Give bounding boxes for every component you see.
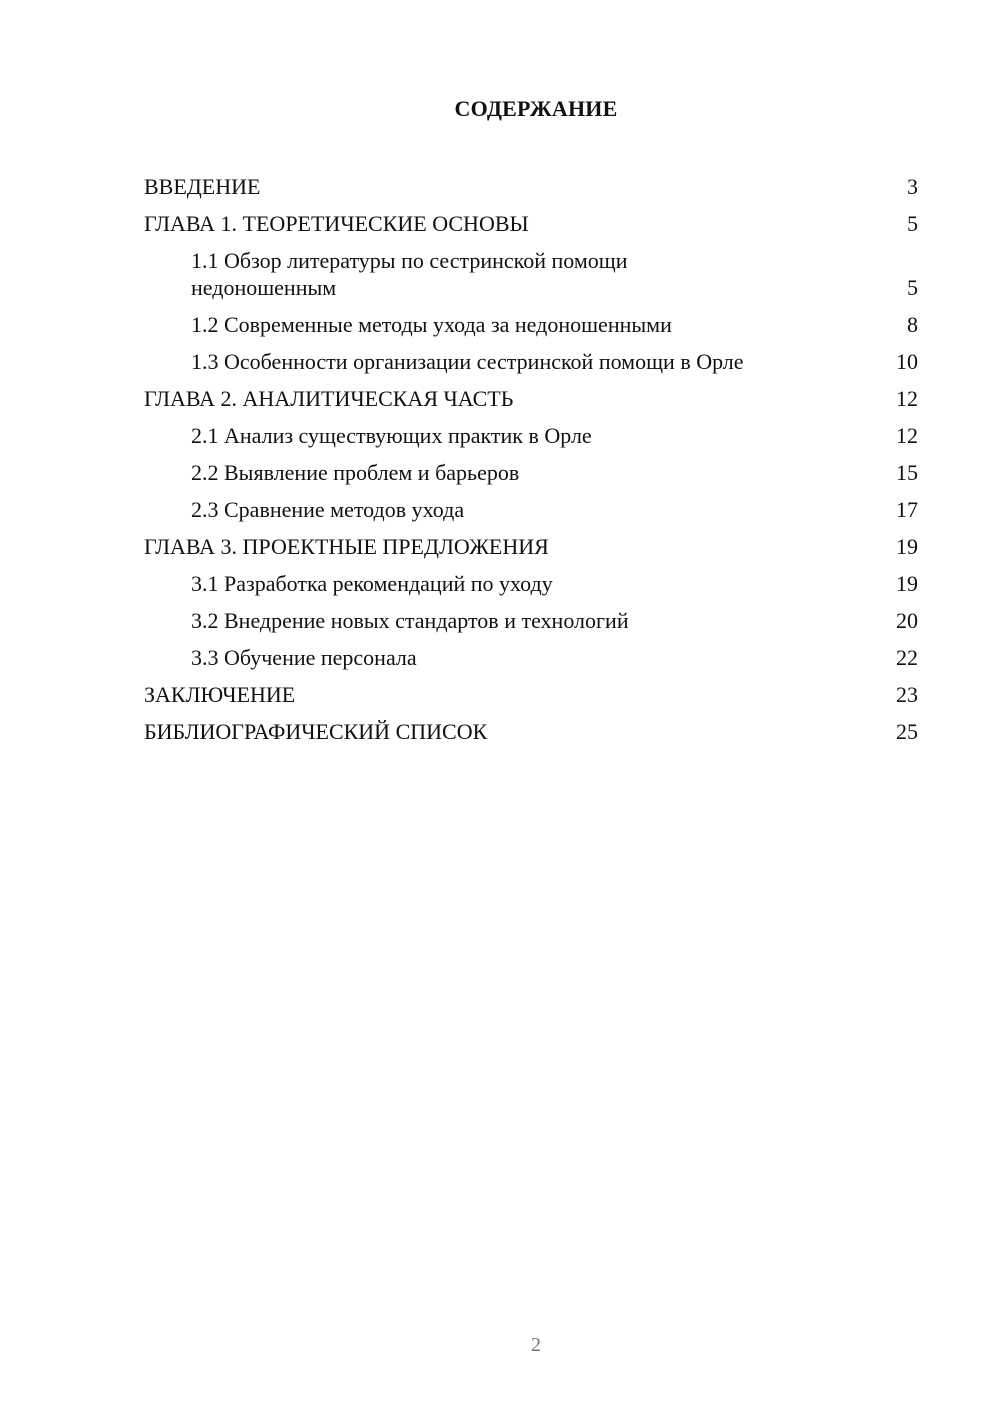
toc-entry-page: 10	[896, 349, 918, 374]
toc-entry-label: 3.2 Внедрение новых стандартов и технологий	[191, 608, 629, 633]
toc-entry-label: 3.1 Разработка рекомендаций по уходу	[191, 571, 553, 596]
toc-entry-label: ВВЕДЕНИЕ	[144, 174, 261, 199]
toc-entry-label: 2.2 Выявление проблем и барьеров	[191, 460, 520, 485]
toc-entry-section-3-2[interactable]	[144, 602, 918, 639]
toc-entry-page: 12	[896, 423, 918, 448]
toc-entry-section-3-3[interactable]	[144, 639, 918, 676]
toc-entry-section-1-1[interactable]	[144, 242, 918, 306]
toc-entry-label: 1.3 Особенности организации сестринской помощи в Орле	[191, 349, 744, 374]
toc-entry-label: ГЛАВА 2. АНАЛИТИЧЕСКАЯ ЧАСТЬ	[144, 386, 514, 411]
toc-entry-label: ГЛАВА 3. ПРОЕКТНЫЕ ПРЕДЛОЖЕНИЯ	[144, 534, 549, 559]
page-number: 2	[531, 1334, 541, 1356]
toc-entry-page: 25	[896, 719, 918, 744]
toc-entry-section-2-2[interactable]	[144, 454, 918, 491]
toc-entry-section-2-1[interactable]	[144, 417, 918, 454]
toc-entry-page: 3	[907, 174, 918, 199]
toc-entry-page: 12	[896, 386, 918, 411]
toc-entry-label: 2.1 Анализ существующих практик в Орле	[191, 423, 592, 448]
toc-entry-section-1-3[interactable]	[144, 343, 918, 380]
toc-entry-page: 17	[896, 497, 918, 522]
toc-entry-page: 5	[907, 275, 918, 300]
toc-entry-chapter-1[interactable]	[144, 205, 918, 242]
toc-entry-page: 19	[896, 534, 918, 559]
toc-entry-section-2-3[interactable]	[144, 491, 918, 528]
toc-entry-label: ЗАКЛЮЧЕНИЕ	[144, 682, 296, 707]
toc-entry-page: 20	[896, 608, 918, 633]
toc-entry-bibliography[interactable]	[144, 713, 918, 750]
toc-entry-page: 23	[896, 682, 918, 707]
toc-entry-section-3-1[interactable]	[144, 565, 918, 602]
toc-entry-label: ГЛАВА 1. ТЕОРЕТИЧЕСКИЕ ОСНОВЫ	[144, 211, 529, 236]
toc-entry-label: 1.2 Современные методы ухода за недоношенными	[191, 312, 672, 337]
toc-entry-chapter-3[interactable]	[144, 528, 918, 565]
page-title: СОДЕРЖАНИЕ	[454, 96, 618, 121]
toc-entry-label: БИБЛИОГРАФИЧЕСКИЙ СПИСОК	[144, 719, 488, 744]
toc-entry-page: 19	[896, 571, 918, 596]
toc-entry-page: 5	[907, 211, 918, 236]
toc-entry-chapter-2[interactable]	[144, 380, 918, 417]
toc-entry-page: 8	[907, 312, 918, 337]
toc-entry-page: 22	[896, 645, 918, 670]
toc-entry-conclusion[interactable]	[144, 676, 918, 713]
toc-entry-label: 1.1 Обзор литературы по сестринской помощи недоношенным	[191, 248, 628, 300]
toc-entry-section-1-2[interactable]	[144, 306, 918, 343]
toc-entry-introduction[interactable]	[144, 168, 918, 205]
table-of-contents	[144, 168, 918, 750]
toc-entry-label: 2.3 Сравнение методов ухода	[191, 497, 465, 522]
toc-entry-label: 3.3 Обучение персонала	[191, 645, 417, 670]
toc-entry-page: 15	[896, 460, 918, 485]
